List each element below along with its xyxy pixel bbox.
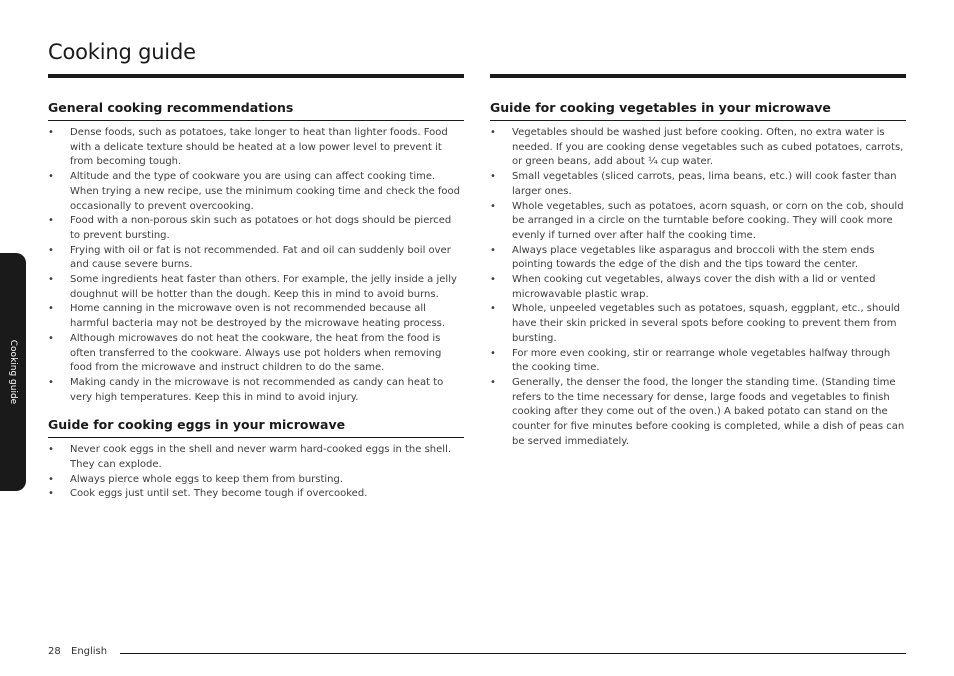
list-item: • Dense foods, such as potatoes, take longer to heat than lighter foods. Food with a delicate texture should be heated at a low power level to prevent it from becoming tough. bbox=[48, 126, 464, 170]
list-item: • Altitude and the type of cookware you are using can affect cooking time. When trying a new recipe, use the minimum cooking time and check the food occasionally to prevent overcooking. bbox=[48, 170, 464, 214]
list-item: • Making candy in the microwave is not recommended as candy can heat to very high temperatures. Keep this in mind to avoid injury. bbox=[48, 376, 464, 405]
list-item: • Cook eggs just until set. They become tough if overcooked. bbox=[48, 487, 464, 502]
footer-rule bbox=[120, 653, 906, 654]
list-item: • Never cook eggs in the shell and never warm hard-cooked eggs in the shell. They can explode. bbox=[48, 443, 464, 472]
eggs-guide-list bbox=[48, 443, 464, 502]
column-top-rule bbox=[490, 74, 906, 78]
page-footer bbox=[48, 646, 906, 660]
right-column bbox=[490, 74, 906, 449]
list-item: • Some ingredients heat faster than others. For example, the jelly inside a jelly doughnut will be hotter than the dough. Keep this in mind to avoid burns. bbox=[48, 273, 464, 302]
list-item: • Although microwaves do not heat the cookware, the heat from the food is often transferred to the cookware. Always use pot holders when removing food from the microwave and instruct children to do the same. bbox=[48, 332, 464, 376]
side-tab-label: Cooking guide bbox=[8, 339, 18, 405]
general-recommendations-heading: General cooking recommendations bbox=[48, 100, 464, 121]
list-item: • Always pierce whole eggs to keep them from bursting. bbox=[48, 473, 464, 488]
left-column bbox=[48, 74, 464, 502]
page-language: English bbox=[71, 646, 108, 657]
list-item: • Whole, unpeeled vegetables such as potatoes, squash, eggplant, etc., should have their skin pricked in several spots before cooking to prevent them from bursting. bbox=[490, 302, 906, 346]
general-recommendations-list bbox=[48, 126, 464, 405]
list-item: • Frying with oil or fat is not recommended. Fat and oil can suddenly boil over and cause severe burns. bbox=[48, 244, 464, 273]
eggs-guide-heading: Guide for cooking eggs in your microwave bbox=[48, 417, 464, 438]
vegetables-guide-heading: Guide for cooking vegetables in your microwave bbox=[490, 100, 906, 121]
vegetables-guide-list bbox=[490, 126, 906, 449]
list-item: • Vegetables should be washed just before cooking. Often, no extra water is needed. If you are cooking dense vegetables such as cubed potatoes, carrots, or green beans, add about ¼ cup water. bbox=[490, 126, 906, 170]
list-item: • Whole vegetables, such as potatoes, acorn squash, or corn on the cob, should be arranged in a circle on the turntable before cooking. They will cook more evenly if turned over after half the cooking time. bbox=[490, 200, 906, 244]
list-item: • Food with a non-porous skin such as potatoes or hot dogs should be pierced to prevent bursting. bbox=[48, 214, 464, 243]
list-item: • Home canning in the microwave oven is not recommended because all harmful bacteria may not be destroyed by the microwave heating process. bbox=[48, 302, 464, 331]
list-item: • Always place vegetables like asparagus and broccoli with the stem ends pointing towards the edge of the dish and the tips toward the center. bbox=[490, 244, 906, 273]
list-item: • Small vegetables (sliced carrots, peas, lima beans, etc.) will cook faster than larger ones. bbox=[490, 170, 906, 199]
list-item: • When cooking cut vegetables, always cover the dish with a lid or vented microwavable plastic wrap. bbox=[490, 273, 906, 302]
list-item: • For more even cooking, stir or rearrange whole vegetables halfway through the cooking time. bbox=[490, 347, 906, 376]
page-number: 28 bbox=[48, 646, 61, 657]
side-tab bbox=[0, 253, 26, 491]
page-title: Cooking guide bbox=[48, 40, 196, 64]
list-item: • Generally, the denser the food, the longer the standing time. (Standing time refers to the time necessary for dense, large foods and vegetables to finish cooking after they come out of the oven.) A baked potato can stand on the counter for five minutes before cooking is completed, while a dish of peas can be served immediately. bbox=[490, 376, 906, 450]
column-top-rule bbox=[48, 74, 464, 78]
